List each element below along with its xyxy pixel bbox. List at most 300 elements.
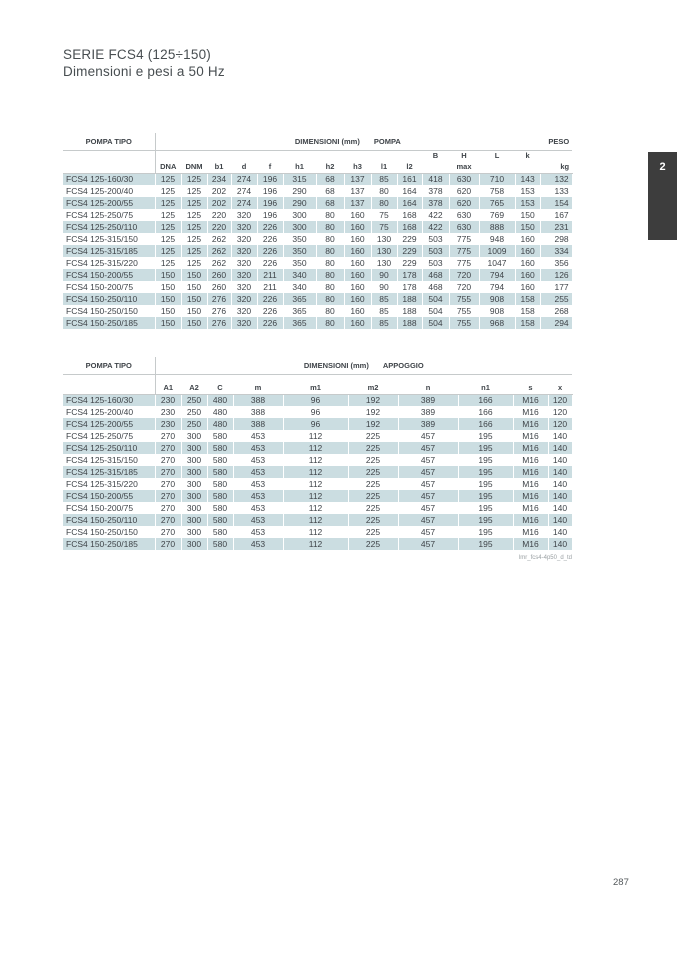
pump-model: FCS4 125-200/40	[63, 406, 155, 418]
value-cell: 250	[181, 394, 207, 406]
value-cell: 80	[316, 209, 344, 221]
col-header-blank	[397, 150, 422, 162]
value-cell: 125	[155, 209, 181, 221]
value-cell: 755	[449, 305, 479, 317]
pump-model: FCS4 125-200/55	[63, 197, 155, 209]
value-cell: 188	[397, 305, 422, 317]
value-cell: 457	[398, 502, 458, 514]
value-cell: M16	[513, 538, 548, 550]
value-cell: 315	[283, 173, 316, 185]
value-cell: 270	[155, 430, 181, 442]
value-cell: 158	[515, 317, 540, 329]
value-cell: 270	[155, 466, 181, 478]
group-header-dimensions: DIMENSIONI (mm)	[294, 136, 360, 146]
value-cell: 300	[181, 442, 207, 454]
table-row	[63, 257, 572, 269]
pump-model: FCS4 125-250/110	[63, 221, 155, 233]
value-cell: 150	[181, 317, 207, 329]
value-cell: 164	[397, 197, 422, 209]
value-cell: 125	[181, 185, 207, 197]
value-cell: 125	[181, 197, 207, 209]
pump-model: FCS4 150-250/110	[63, 293, 155, 305]
value-cell: 365	[283, 317, 316, 329]
table-row	[63, 209, 572, 221]
value-cell: 80	[371, 197, 397, 209]
col-header-blank	[422, 162, 449, 174]
value-cell: 320	[231, 269, 257, 281]
value-cell: 140	[548, 538, 572, 550]
value-cell: 160	[515, 245, 540, 257]
value-cell: 150	[155, 293, 181, 305]
col-header-b1: b1	[207, 162, 231, 174]
value-cell: 350	[283, 257, 316, 269]
value-cell: 167	[540, 209, 572, 221]
value-cell: 468	[422, 269, 449, 281]
value-cell: 580	[207, 430, 233, 442]
col-header-max: max	[449, 162, 479, 174]
value-cell: 178	[397, 281, 422, 293]
col-header-m1: m1	[283, 374, 348, 394]
value-cell: 85	[371, 173, 397, 185]
value-cell: 229	[397, 233, 422, 245]
value-cell: 453	[233, 490, 283, 502]
value-cell: 226	[257, 305, 283, 317]
pump-dimensions-table	[63, 133, 573, 329]
value-cell: 120	[548, 394, 572, 406]
col-header-x: x	[548, 374, 572, 394]
value-cell: 262	[207, 257, 231, 269]
value-cell: 140	[548, 514, 572, 526]
pump-model: FCS4 125-315/150	[63, 454, 155, 466]
col-header-blank	[479, 162, 515, 174]
value-cell: 350	[283, 233, 316, 245]
value-cell: 125	[181, 233, 207, 245]
table-row	[63, 526, 572, 538]
pump-model: FCS4 125-315/185	[63, 245, 155, 257]
value-cell: 630	[449, 209, 479, 221]
value-cell: 160	[344, 305, 371, 317]
value-cell: 580	[207, 490, 233, 502]
value-cell: 160	[344, 281, 371, 293]
value-cell: 388	[233, 406, 283, 418]
col-header-B: B	[432, 150, 439, 160]
value-cell: 908	[479, 305, 515, 317]
value-cell: 125	[155, 257, 181, 269]
pump-model: FCS4 125-200/55	[63, 418, 155, 430]
value-cell: 150	[181, 269, 207, 281]
col-header-blank	[540, 150, 572, 162]
value-cell: 755	[449, 293, 479, 305]
col-header-m: m	[233, 374, 283, 394]
value-cell: 225	[348, 538, 398, 550]
value-cell: 112	[283, 478, 348, 490]
col-header-h3: h3	[344, 162, 371, 174]
value-cell: 140	[548, 490, 572, 502]
value-cell: 580	[207, 538, 233, 550]
value-cell: 150	[181, 305, 207, 317]
value-cell: 457	[398, 538, 458, 550]
value-cell: 202	[207, 197, 231, 209]
value-cell: 80	[316, 293, 344, 305]
value-cell: 225	[348, 430, 398, 442]
value-cell: 260	[207, 281, 231, 293]
value-cell: 90	[371, 281, 397, 293]
value-cell: 85	[371, 293, 397, 305]
pump-model: FCS4 125-315/220	[63, 478, 155, 490]
value-cell: 480	[207, 418, 233, 430]
col-header-blank	[155, 150, 181, 162]
value-cell: 226	[257, 317, 283, 329]
pump-model: FCS4 125-160/30	[63, 173, 155, 185]
value-cell: 164	[397, 185, 422, 197]
value-cell: 160	[344, 317, 371, 329]
value-cell: 160	[515, 257, 540, 269]
value-cell: 230	[155, 418, 181, 430]
col-header-n1: n1	[458, 374, 513, 394]
value-cell: 775	[449, 245, 479, 257]
value-cell: 195	[458, 442, 513, 454]
col-header-DNM: DNM	[181, 162, 207, 174]
value-cell: 150	[515, 221, 540, 233]
value-cell: 125	[155, 233, 181, 245]
section-tab	[648, 152, 677, 240]
value-cell: 300	[181, 490, 207, 502]
pump-model: FCS4 150-250/185	[63, 317, 155, 329]
value-cell: 150	[515, 209, 540, 221]
value-cell: 1009	[479, 245, 515, 257]
value-cell: 195	[458, 454, 513, 466]
support-dimensions-table	[63, 357, 573, 550]
col-header-h1: h1	[283, 162, 316, 174]
value-cell: 125	[181, 257, 207, 269]
value-cell: 126	[540, 269, 572, 281]
value-cell: 274	[231, 197, 257, 209]
value-cell: 720	[449, 281, 479, 293]
value-cell: 948	[479, 233, 515, 245]
value-cell: 125	[181, 221, 207, 233]
value-cell: 300	[181, 502, 207, 514]
value-cell: 160	[344, 209, 371, 221]
value-cell: 161	[397, 173, 422, 185]
value-cell: 80	[316, 221, 344, 233]
value-cell: 365	[283, 293, 316, 305]
pump-model: FCS4 125-250/110	[63, 442, 155, 454]
value-cell: 75	[371, 209, 397, 221]
value-cell: 270	[155, 502, 181, 514]
value-cell: 192	[348, 406, 398, 418]
value-cell: 580	[207, 502, 233, 514]
value-cell: 75	[371, 221, 397, 233]
value-cell: 453	[233, 466, 283, 478]
pump-model: FCS4 150-200/55	[63, 490, 155, 502]
value-cell: 125	[181, 173, 207, 185]
value-cell: 480	[207, 406, 233, 418]
value-cell: 457	[398, 442, 458, 454]
value-cell: 125	[181, 245, 207, 257]
value-cell: 620	[449, 197, 479, 209]
value-cell: 320	[231, 209, 257, 221]
value-cell: 130	[371, 245, 397, 257]
value-cell: 457	[398, 478, 458, 490]
value-cell: 320	[231, 281, 257, 293]
dimensions-group-header	[155, 133, 540, 150]
table-row	[63, 454, 572, 466]
value-cell: 320	[231, 257, 257, 269]
value-cell: 202	[207, 185, 231, 197]
col-header-s: s	[513, 374, 548, 394]
table-row	[63, 490, 572, 502]
table-row	[63, 418, 572, 430]
value-cell: 225	[348, 466, 398, 478]
value-cell: 112	[283, 502, 348, 514]
value-cell: 580	[207, 442, 233, 454]
value-cell: 580	[207, 466, 233, 478]
value-cell: 503	[422, 233, 449, 245]
value-cell: 453	[233, 442, 283, 454]
value-cell: 262	[207, 245, 231, 257]
value-cell: 230	[155, 394, 181, 406]
value-cell: 130	[371, 257, 397, 269]
value-cell: 153	[515, 185, 540, 197]
group-header-dimensions: DIMENSIONI (mm)	[303, 360, 369, 370]
value-cell: 255	[540, 293, 572, 305]
value-cell: M16	[513, 418, 548, 430]
col-header-k: k	[525, 150, 530, 160]
value-cell: 320	[231, 245, 257, 257]
table-row	[63, 281, 572, 293]
table-row	[63, 406, 572, 418]
col-header-A1: A1	[155, 374, 181, 394]
value-cell: 211	[257, 281, 283, 293]
value-cell: 225	[348, 454, 398, 466]
col-header-DNA: DNA	[155, 162, 181, 174]
value-cell: 125	[155, 245, 181, 257]
value-cell: 226	[257, 221, 283, 233]
value-cell: 755	[449, 317, 479, 329]
value-cell: 168	[397, 209, 422, 221]
series-subtitle: Dimensioni e pesi a 50 Hz	[63, 63, 225, 79]
value-cell: 140	[548, 478, 572, 490]
pump-model: FCS4 125-315/220	[63, 257, 155, 269]
value-cell: 68	[316, 185, 344, 197]
table-row	[63, 293, 572, 305]
value-cell: 150	[181, 293, 207, 305]
value-cell: 389	[398, 394, 458, 406]
value-cell: M16	[513, 442, 548, 454]
pump-model: FCS4 150-200/75	[63, 281, 155, 293]
table-row	[63, 430, 572, 442]
value-cell: 270	[155, 490, 181, 502]
value-cell: 229	[397, 257, 422, 269]
group-header-section: APPOGGIO	[382, 360, 424, 370]
table-row	[63, 538, 572, 550]
value-cell: 270	[155, 514, 181, 526]
value-cell: 630	[449, 221, 479, 233]
value-cell: 1047	[479, 257, 515, 269]
value-cell: 300	[181, 466, 207, 478]
col-header-L: L	[494, 150, 500, 160]
value-cell: 229	[397, 245, 422, 257]
value-cell: 270	[155, 478, 181, 490]
value-cell: 140	[548, 526, 572, 538]
value-cell: 234	[207, 173, 231, 185]
value-cell: 300	[181, 454, 207, 466]
value-cell: 775	[449, 233, 479, 245]
value-cell: 143	[515, 173, 540, 185]
value-cell: 192	[348, 418, 398, 430]
col-header-blank	[283, 150, 316, 162]
value-cell: 192	[348, 394, 398, 406]
value-cell: 160	[344, 245, 371, 257]
value-cell: 195	[458, 466, 513, 478]
value-cell: 320	[231, 305, 257, 317]
value-cell: 154	[540, 197, 572, 209]
value-cell: 80	[316, 233, 344, 245]
value-cell: 274	[231, 185, 257, 197]
column-header-row	[63, 162, 572, 174]
value-cell: M16	[513, 514, 548, 526]
table-row	[63, 502, 572, 514]
value-cell: 177	[540, 281, 572, 293]
value-cell: 96	[283, 394, 348, 406]
value-cell: 422	[422, 209, 449, 221]
value-cell: 300	[181, 430, 207, 442]
pump-model: FCS4 150-250/150	[63, 305, 155, 317]
value-cell: 137	[344, 185, 371, 197]
column-header-row	[63, 150, 572, 162]
value-cell: 150	[155, 281, 181, 293]
value-cell: 160	[515, 233, 540, 245]
value-cell: 112	[283, 442, 348, 454]
value-cell: 125	[155, 221, 181, 233]
table-row	[63, 305, 572, 317]
value-cell: 457	[398, 490, 458, 502]
value-cell: 120	[548, 418, 572, 430]
pump-model: FCS4 125-200/40	[63, 185, 155, 197]
value-cell: 300	[283, 209, 316, 221]
col-header-blank	[257, 150, 283, 162]
value-cell: 68	[316, 173, 344, 185]
value-cell: 794	[479, 281, 515, 293]
value-cell: 270	[155, 442, 181, 454]
series-title: SERIE FCS4 (125÷150)	[63, 47, 211, 62]
value-cell: M16	[513, 466, 548, 478]
value-cell: 96	[283, 406, 348, 418]
value-cell: 276	[207, 293, 231, 305]
value-cell: 166	[458, 406, 513, 418]
value-cell: 457	[398, 526, 458, 538]
table-row	[63, 185, 572, 197]
value-cell: 300	[283, 221, 316, 233]
value-cell: 340	[283, 281, 316, 293]
value-cell: M16	[513, 430, 548, 442]
value-cell: 195	[458, 490, 513, 502]
value-cell: 195	[458, 430, 513, 442]
value-cell: 80	[316, 245, 344, 257]
col-header-blank	[371, 150, 397, 162]
corner-spacer	[63, 162, 155, 174]
pump-model: FCS4 125-250/75	[63, 209, 155, 221]
dimensions-group-header	[155, 357, 572, 374]
value-cell: 225	[348, 478, 398, 490]
value-cell: 268	[540, 305, 572, 317]
col-header-l2: l2	[397, 162, 422, 174]
value-cell: 85	[371, 305, 397, 317]
table-row	[63, 233, 572, 245]
value-cell: 453	[233, 454, 283, 466]
corner-spacer	[63, 150, 155, 162]
col-header-blank	[207, 150, 231, 162]
value-cell: 356	[540, 257, 572, 269]
value-cell: 226	[257, 233, 283, 245]
value-cell: 720	[449, 269, 479, 281]
value-cell: 120	[548, 406, 572, 418]
drawing-reference-code: lmr_fcs4-4p50_d_td	[518, 555, 572, 561]
value-cell: 195	[458, 514, 513, 526]
value-cell: 758	[479, 185, 515, 197]
value-cell: 418	[422, 173, 449, 185]
value-cell: 620	[449, 185, 479, 197]
value-cell: 80	[316, 317, 344, 329]
value-cell: 504	[422, 293, 449, 305]
table-row	[63, 269, 572, 281]
col-header-A2: A2	[181, 374, 207, 394]
page-title-block	[63, 47, 225, 80]
value-cell: 225	[348, 526, 398, 538]
value-cell: 710	[479, 173, 515, 185]
value-cell: 453	[233, 538, 283, 550]
value-cell: 300	[181, 526, 207, 538]
col-header-C: C	[207, 374, 233, 394]
value-cell: 195	[458, 538, 513, 550]
value-cell: 125	[181, 209, 207, 221]
table-row	[63, 478, 572, 490]
value-cell: 195	[458, 502, 513, 514]
value-cell: 80	[371, 185, 397, 197]
value-cell: 220	[207, 221, 231, 233]
column-header-row	[63, 374, 572, 394]
value-cell: 457	[398, 430, 458, 442]
value-cell: 160	[344, 293, 371, 305]
pump-model: FCS4 150-200/75	[63, 502, 155, 514]
value-cell: 769	[479, 209, 515, 221]
value-cell: 96	[283, 418, 348, 430]
value-cell: 298	[540, 233, 572, 245]
table-row	[63, 173, 572, 185]
table-row	[63, 394, 572, 406]
value-cell: 112	[283, 514, 348, 526]
value-cell: 290	[283, 197, 316, 209]
peso-header: PESO	[540, 133, 572, 150]
value-cell: 160	[515, 269, 540, 281]
value-cell: 262	[207, 233, 231, 245]
table-row	[63, 197, 572, 209]
value-cell: M16	[513, 478, 548, 490]
value-cell: 188	[397, 317, 422, 329]
value-cell: 480	[207, 394, 233, 406]
value-cell: 457	[398, 514, 458, 526]
value-cell: 226	[257, 293, 283, 305]
value-cell: 250	[181, 406, 207, 418]
col-header-h2: h2	[316, 162, 344, 174]
value-cell: 195	[458, 478, 513, 490]
value-cell: 775	[449, 257, 479, 269]
value-cell: 158	[515, 305, 540, 317]
value-cell: 133	[540, 185, 572, 197]
value-cell: 378	[422, 197, 449, 209]
table-row	[63, 317, 572, 329]
value-cell: 504	[422, 305, 449, 317]
